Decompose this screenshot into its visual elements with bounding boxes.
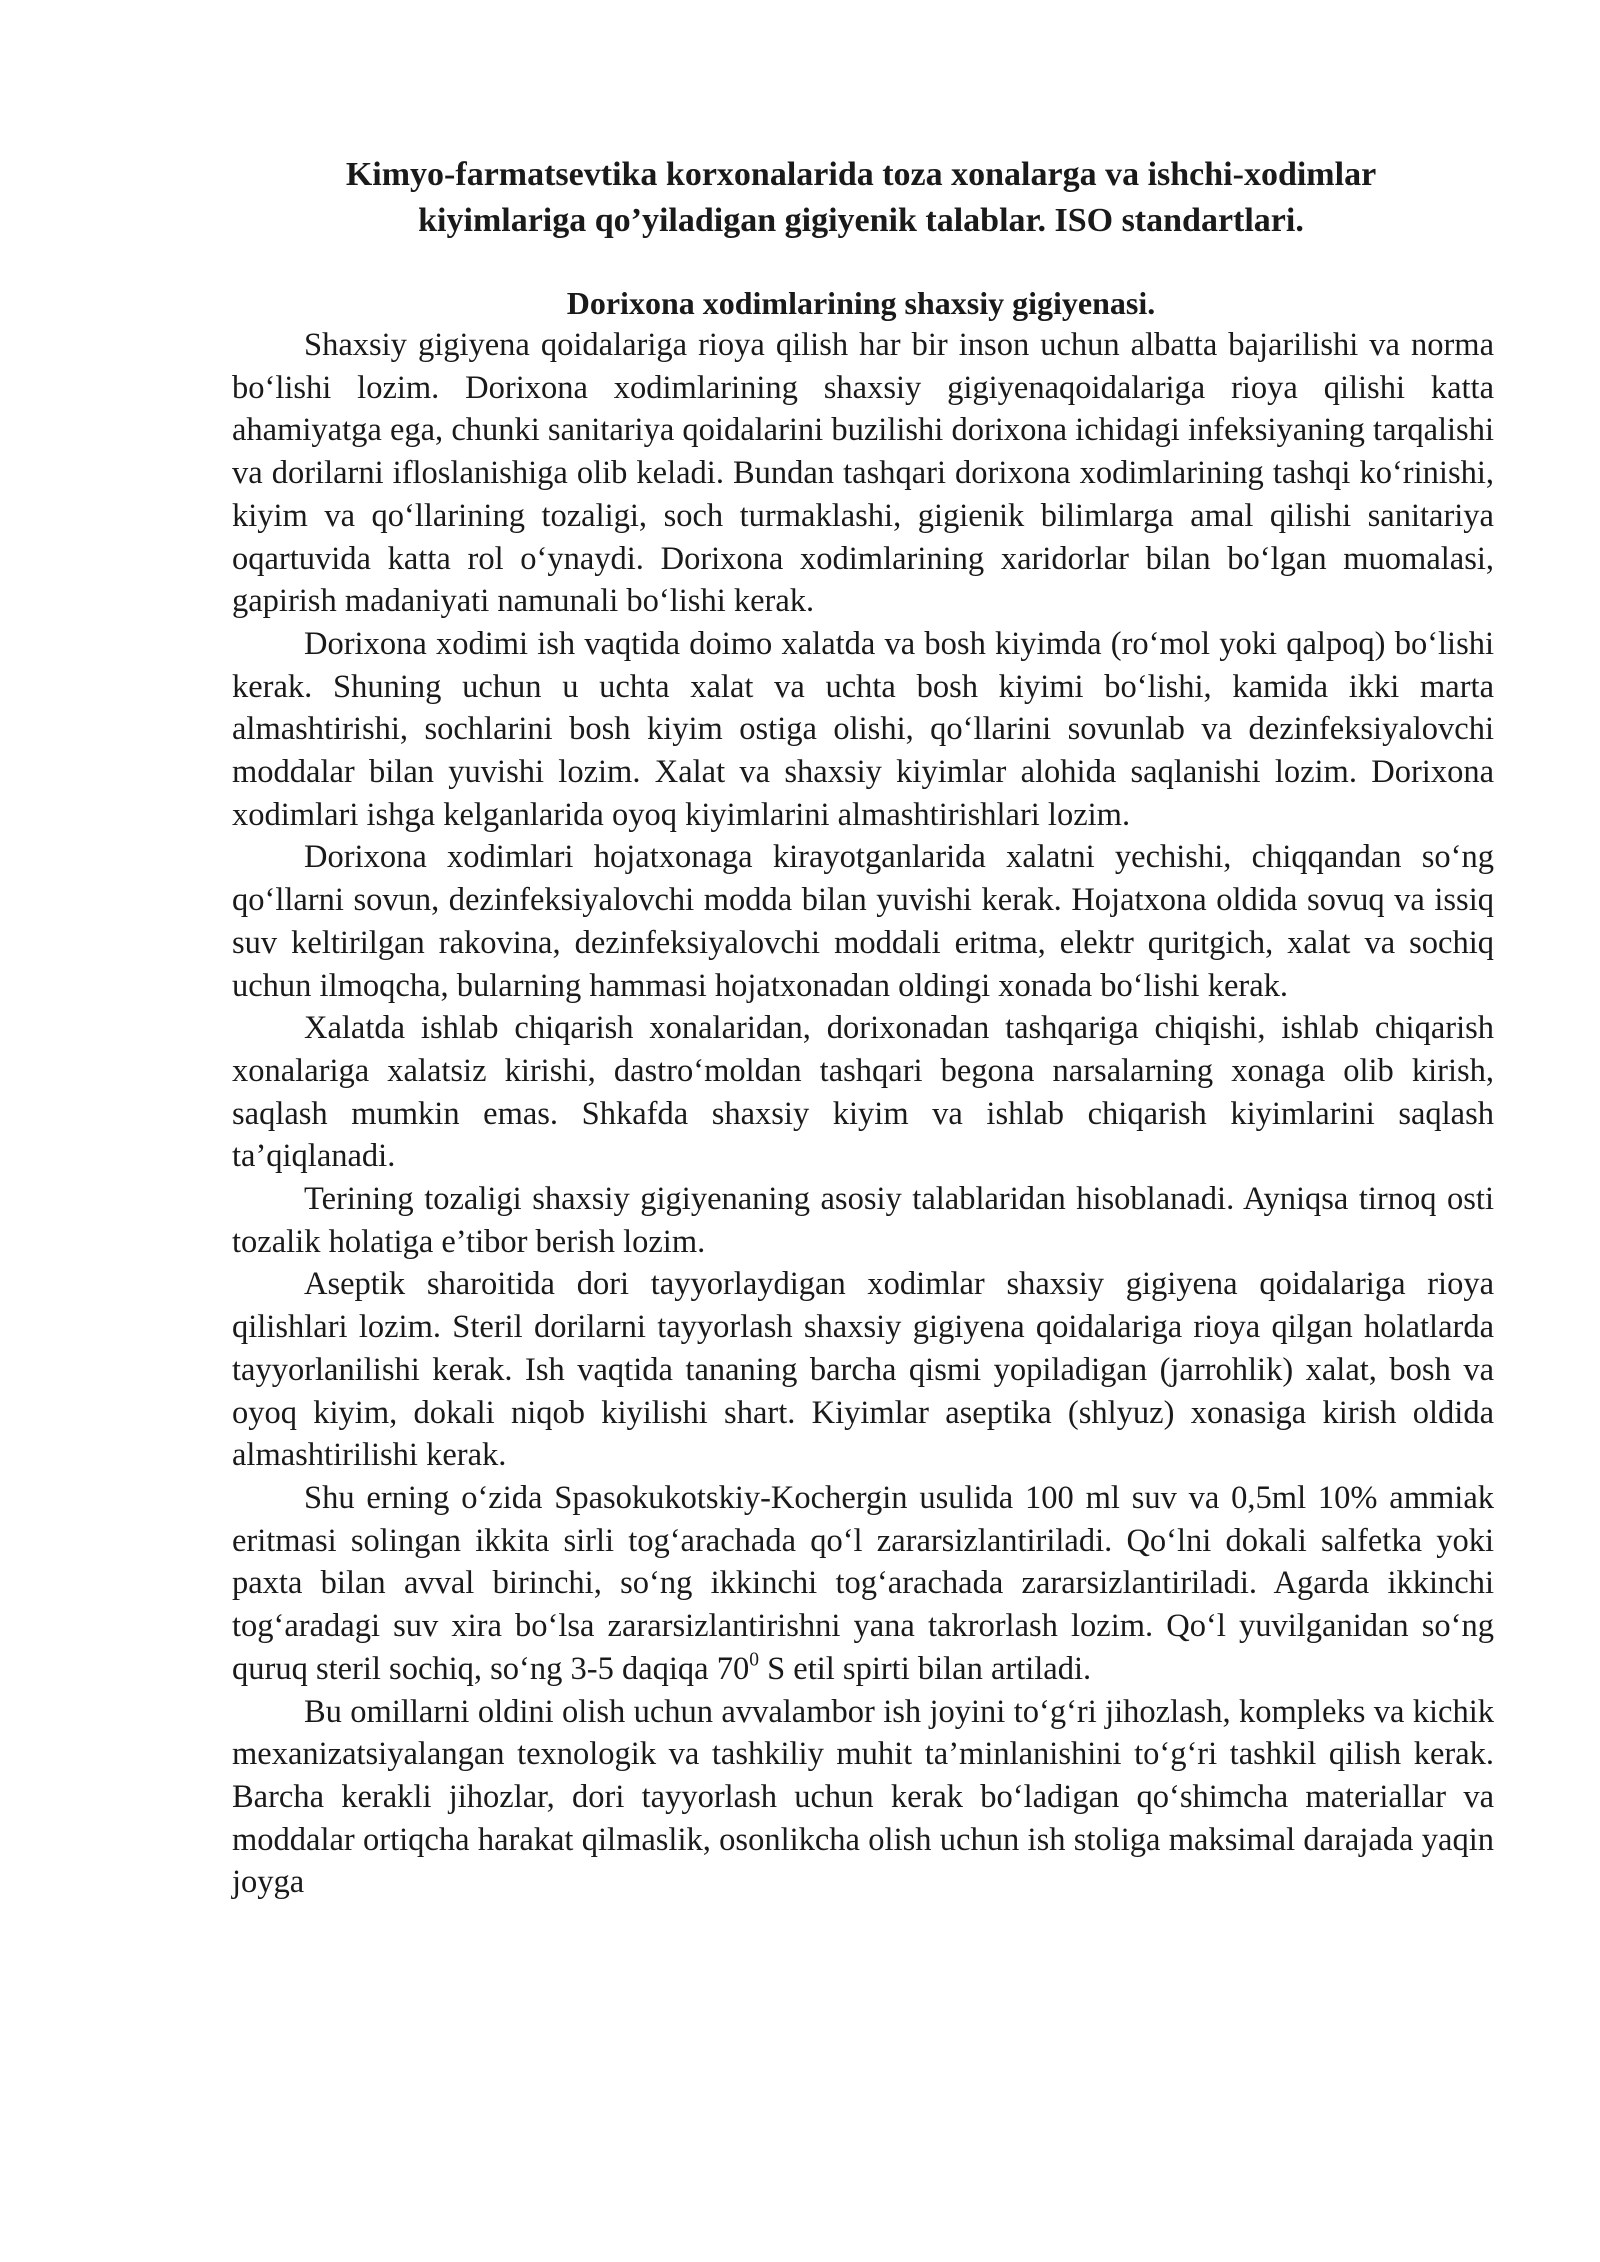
paragraph-restroom-rules: Dorixona xodimlari hojatxonaga kirayotganlarida xalatni yechishi, chiqqandan so‘ng qo‘llarni sovun, dezinfeksiyalovchi modda bilan yuvishi kerak. Hojatxona oldida sovuq va issiq suv keltirilgan rakovina, dezinfeksiyalovchi moddali eritma, elektr quritgich, xalat va sochiq uchun ilmoqcha, bularning hammasi hojatxonadan oldingi xonada bo‘lishi kerak. <box>232 839 1494 1004</box>
paragraph-robe-restrictions: Xalatda ishlab chiqarish xonalaridan, dorixonadan tashqariga chiqishi, ishlab chiqarish xonalariga xalatsiz kirishi, dastro‘moldan tashqari begona narsalarning xonaga olib kirish, saqlash mumkin emas. Shkafda shaxsiy kiyim va ishlab chiqarish kiyimlarini saqlash ta’qiqlanadi. <box>232 1010 1494 1175</box>
paragraph-aseptic-conditions: Aseptik sharoitida dori tayyorlaydigan xodimlar shaxsiy gigiyena qoidalariga rioya qilishlari lozim. Steril dorilarni tayyorlash shaxsiy gigiyena qoidalariga rioya qilgan holatlarda tayyorlanilishi kerak. Ish vaqtida tananing barcha qismi yopiladigan (jarrohlik) xalat, bosh va oyoq kiyim, dokali niqob kiyilishi shart. Kiyimlar aseptika (shlyuz) xonasiga kirish oldida almashtirilishi kerak. <box>232 1266 1494 1474</box>
paragraph-hand-disinfection <box>232 1477 1494 1691</box>
paragraph-skin-cleanliness: Terining tozaligi shaxsiy gigiyenaning asosiy talablaridan hisoblanadi. Ayniqsa tirnoq osti tozalik holatiga e’tibor berish lozim. <box>232 1181 1494 1260</box>
hand-disinfection-text: Shu erning o‘zida Spasokukotskiy-Kochergin usulida 100 ml suv va 0,5ml 10% ammiak eritmasi solingan ikkita sirli tog‘arachada qo‘l zararsizlantiriladi. Qo‘lni dokali salfetka yoki paxta bilan avval birinchi, so‘ng ikkinchi tog‘arachada zararsizlantiriladi. Agarda ikkinchi tog‘aradagi suv xira bo‘lsa zararsizlantirishni yana takrorlash lozim. Qo‘l yuvilganidan so‘ng quruq steril sochiq, so‘ng 3-5 daqiqa 70 <box>232 1479 1494 1687</box>
document-title-line-2: kiyimlariga qo’yiladigan gigiyenik talablar. ISO standartlari. <box>418 202 1304 239</box>
paragraph-workplace-organization: Bu omillarni oldini olish uchun avvalambor ish joyini to‘g‘ri jihozlash, kompleks va kichik mexanizatsiyalangan texnologik va tashkiliy muhit ta’minlanishini to‘g‘ri tashkil qilish kerak. Barcha kerakli jihozlar, dori tayyorlash uchun kerak bo‘ladigan qo‘shimcha materiallar va moddalar ortiqcha harakat qilmaslik, osonlikcha olish uchun ish stoliga maksimal darajada yaqin joyga <box>232 1693 1494 1901</box>
document-body <box>232 324 1494 1904</box>
degree-superscript: 0 <box>749 1649 759 1671</box>
document-title <box>232 152 1490 244</box>
section-heading: Dorixona xodimlarining shaxsiy gigiyenasi. <box>566 285 1156 321</box>
hand-disinfection-text-end: S etil spirti bilan artiladi. <box>758 1650 1092 1687</box>
paragraph-work-clothing: Dorixona xodimi ish vaqtida doimo xalatda va bosh kiyimda (ro‘mol yoki qalpoq) bo‘lishi kerak. Shuning uchun u uchta xalat va uchta bosh kiyimi bo‘lishi, kamida ikki marta almashtirishi, sochlarini bosh kiyim ostiga olishi, qo‘llarini sovunlab va dezinfeksiyalovchi moddalar bilan yuvishi lozim. Xalat va shaxsiy kiyimlar alohida saqlanishi lozim. Dorixona xodimlari ishga kelganlarida oyoq kiyimlarini almashtirishlari lozim. <box>232 625 1494 833</box>
paragraph-personal-hygiene-rules: Shaxsiy gigiyena qoidalariga rioya qilish har bir inson uchun albatta bajarilishi va norma bo‘lishi lozim. Dorixona xodimlarining shaxsiy gigiyenaqoidalariga rioya qilishi katta ahamiyatga ega, chunki sanitariya qoidalarini buzilishi dorixona ichidagi infeksiyaning tarqalishi va dorilarni ifloslanishiga olib keladi. Bundan tashqari dorixona xodimlarining tashqi ko‘rinishi, kiyim va qo‘llarining tozaligi, soch turmaklashi, gigienik bilimlarga amal qilishi sanitariya oqartuvida katta rol o‘ynaydi. Dorixona xodimlarining xaridorlar bilan bo‘lgan muomalasi, gapirish madaniyati namunali bo‘lishi kerak. <box>232 327 1494 620</box>
document-title-line-1: Kimyo-farmatsevtika korxonalarida toza xonalarga va ishchi-xodimlar <box>345 156 1377 193</box>
